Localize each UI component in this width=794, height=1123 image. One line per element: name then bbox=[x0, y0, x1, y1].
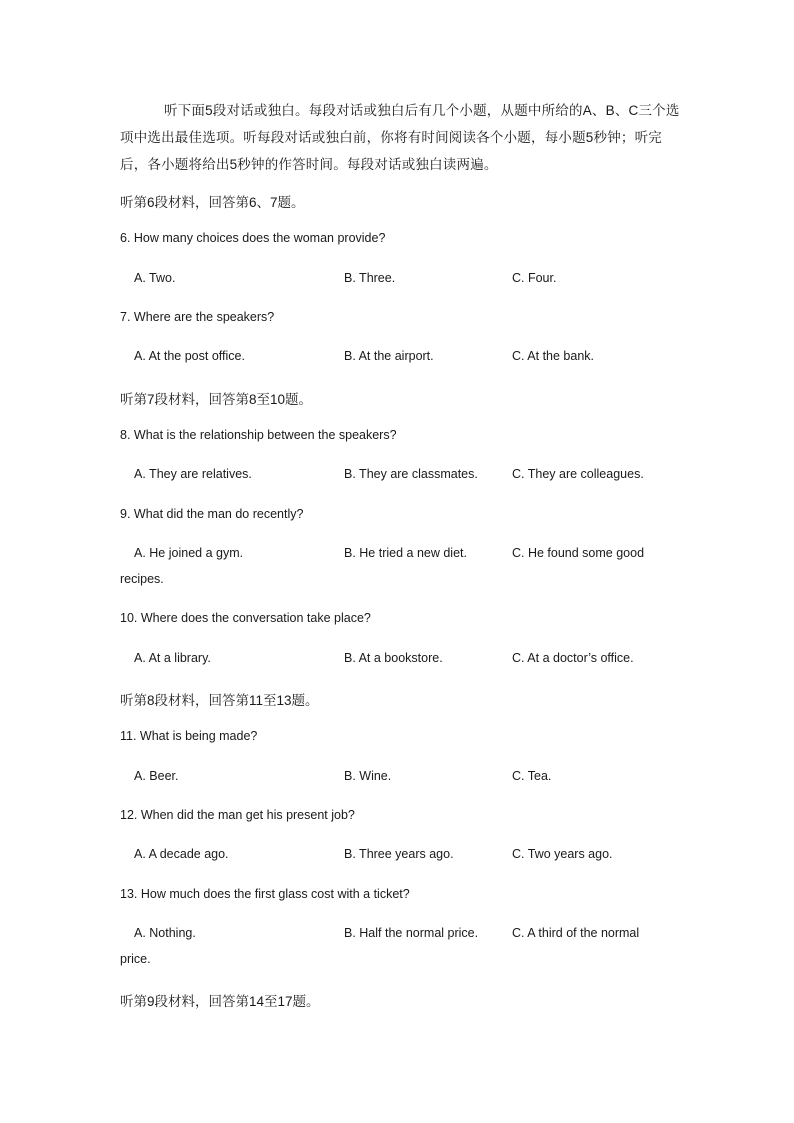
question-8: 8. What is the relationship between the speakers? bbox=[120, 428, 397, 442]
option-10b: B. At a bookstore. bbox=[344, 651, 443, 665]
option-9c: C. He found some good bbox=[512, 546, 645, 560]
option-12a: A. A decade ago. bbox=[134, 847, 229, 861]
section-heading-9: 听第9段材料，回答第14至17题。 bbox=[120, 994, 320, 1009]
option-8a: A. They are relatives. bbox=[134, 467, 252, 481]
option-8c: C. They are colleagues. bbox=[512, 467, 644, 481]
instructions-text: 听下面5段对话或独白。每段对话或独白后有几个小题，从题中所给的A、B、C三个选项中选出最佳选项。听每段对话或独白前，你将有时间阅读各个小题，每小题5秒钟；听完后，各小题将给出5秒钟的作答时间。每段对话或独白读两遍。 bbox=[120, 103, 680, 172]
option-11b: B. Wine. bbox=[344, 769, 392, 783]
option-9a: A. He joined a gym. bbox=[134, 546, 244, 560]
option-7c: C. At the bank. bbox=[512, 349, 594, 363]
question-6: 6. How many choices does the woman provide? bbox=[120, 231, 386, 245]
option-13b: B. Half the normal price. bbox=[344, 926, 479, 940]
option-10c: C. At a doctor’s office. bbox=[512, 651, 634, 665]
option-8b: B. They are classmates. bbox=[344, 467, 478, 481]
option-13a: A. Nothing. bbox=[134, 926, 196, 940]
question-13: 13. How much does the first glass cost with a ticket? bbox=[120, 887, 410, 901]
option-13c: C. A third of the normal bbox=[512, 926, 640, 940]
option-9b: B. He tried a new diet. bbox=[344, 546, 467, 560]
option-11c: C. Tea. bbox=[512, 769, 552, 783]
question-7: 7. Where are the speakers? bbox=[120, 310, 275, 324]
option-7b: B. At the airport. bbox=[344, 349, 434, 363]
option-7a: A. At the post office. bbox=[134, 349, 245, 363]
section-heading-8: 听第8段材料，回答第11至13题。 bbox=[120, 693, 319, 708]
question-9: 9. What did the man do recently? bbox=[120, 507, 304, 521]
option-10a: A. At a library. bbox=[134, 651, 211, 665]
option-9c-continuation: recipes. bbox=[120, 572, 164, 586]
section-heading-6: 听第6段材料，回答第6、7题。 bbox=[120, 195, 305, 210]
option-6b: B. Three. bbox=[344, 271, 396, 285]
option-6c: C. Four. bbox=[512, 271, 557, 285]
question-11: 11. What is being made? bbox=[120, 729, 258, 743]
option-12c: C. Two years ago. bbox=[512, 847, 613, 861]
listening-instructions bbox=[120, 97, 680, 178]
option-6a: A. Two. bbox=[134, 271, 176, 285]
option-12b: B. Three years ago. bbox=[344, 847, 454, 861]
option-11a: A. Beer. bbox=[134, 769, 179, 783]
question-10: 10. Where does the conversation take place? bbox=[120, 611, 371, 625]
question-12: 12. When did the man get his present job? bbox=[120, 808, 355, 822]
option-13c-continuation: price. bbox=[120, 952, 151, 966]
section-heading-7: 听第7段材料，回答第8至10题。 bbox=[120, 392, 313, 407]
